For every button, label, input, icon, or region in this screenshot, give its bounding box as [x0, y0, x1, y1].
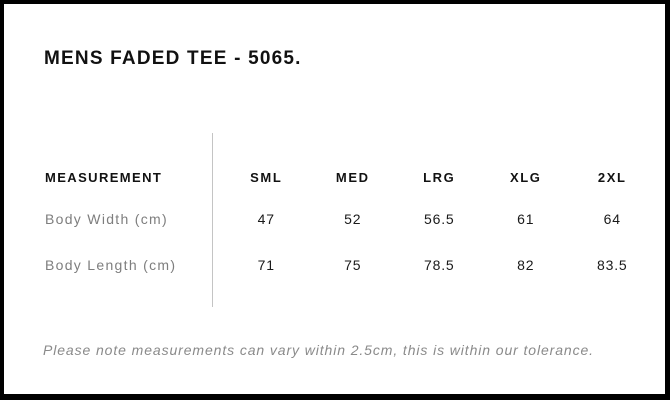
body-width-xlg: 61 [517, 211, 535, 227]
body-length-2xl: 83.5 [597, 257, 628, 273]
size-header-med: MED [335, 169, 370, 185]
body-length-xlg: 82 [517, 257, 535, 273]
size-header-lrg: LRG [423, 169, 456, 185]
body-width-lrg: 56.5 [424, 211, 455, 227]
row-label-body-width: Body Width (cm) [45, 211, 168, 227]
size-header-2xl: 2XL [597, 169, 627, 185]
page-title: MENS FADED TEE - 5065. [44, 48, 302, 69]
size-chart-header-row [45, 164, 656, 190]
body-width-2xl: 64 [603, 211, 621, 227]
size-header-xlg: XLG [509, 169, 542, 185]
size-header-sml: SML [250, 169, 283, 185]
table-row-body-width [45, 206, 656, 232]
body-width-sml: 47 [257, 211, 275, 227]
table-row-body-length [45, 252, 656, 278]
body-length-med: 75 [344, 257, 362, 273]
body-width-med: 52 [344, 211, 362, 227]
measurement-column-header: MEASUREMENT [45, 169, 163, 185]
body-length-sml: 71 [257, 257, 275, 273]
tolerance-note: Please note measurements can vary within 2.5cm, this is within our tolerance. [43, 342, 594, 358]
body-length-lrg: 78.5 [424, 257, 455, 273]
row-label-body-length: Body Length (cm) [45, 257, 177, 273]
